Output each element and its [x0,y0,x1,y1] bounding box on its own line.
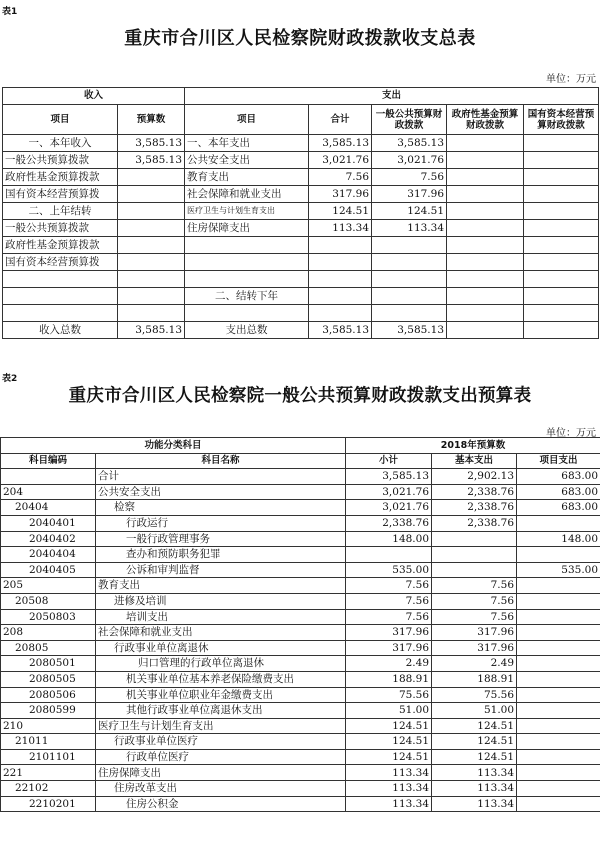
summary-row [3,254,599,271]
table-row [1,687,600,703]
general-budget-cell: 3,585.13 [372,135,447,152]
expense-item-cell: 医疗卫生与计划生育支出 [185,203,309,220]
table1-title: 重庆市合川区人民检察院财政拨款收支总表 [124,28,476,49]
name-cell: 行政事业单位离退休 [96,640,346,656]
table1-tag: 表1 [2,7,18,17]
code-cell: 2040405 [1,562,96,578]
income-budget-cell [118,288,185,305]
project-cell [517,578,600,594]
subtotal-cell: 113.34 [346,765,432,781]
project-cell [517,796,600,812]
expense-item-cell: 一、本年支出 [185,135,309,152]
fund-budget-cell [447,152,524,169]
summary-row [3,322,599,339]
income-item-cell: 国有资本经营预算拨 [3,186,118,203]
table-row [1,469,600,485]
table-row [1,781,600,797]
basic-cell: 317.96 [432,625,517,641]
subtotal-cell: 188.91 [346,671,432,687]
project-cell: 683.00 [517,500,600,516]
expense-item-cell [185,254,309,271]
project-cell [517,734,600,750]
func-class-header: 功能分类科目 [1,438,346,454]
general-budget-cell [372,254,447,271]
name-header: 科目名称 [96,453,346,469]
project-cell [517,625,600,641]
code-cell: 2101101 [1,749,96,765]
capital-budget-cell [524,203,599,220]
basic-cell: 51.00 [432,703,517,719]
income-budget-cell [118,220,185,237]
basic-cell: 188.91 [432,671,517,687]
code-cell: 21011 [1,734,96,750]
basic-cell: 113.34 [432,796,517,812]
code-cell: 2040402 [1,531,96,547]
income-budget-cell [118,305,185,322]
project-cell [517,765,600,781]
project-cell: 148.00 [517,531,600,547]
basic-cell: 124.51 [432,749,517,765]
expense-item-cell: 支出总数 [185,322,309,339]
expense-total-cell: 113.34 [309,220,372,237]
code-header: 科目编码 [1,453,96,469]
expense-total-cell [309,271,372,288]
project-cell [517,609,600,625]
capital-budget-cell [524,152,599,169]
basic-cell: 317.96 [432,640,517,656]
code-cell: 2080599 [1,703,96,719]
basic-cell: 7.56 [432,578,517,594]
code-cell: 2080506 [1,687,96,703]
subtotal-cell: 75.56 [346,687,432,703]
name-cell: 机关事业单位基本养老保险缴费支出 [96,671,346,687]
expense-item-header: 项目 [185,105,309,135]
summary-row [3,237,599,254]
subtotal-cell: 7.56 [346,609,432,625]
project-cell [517,656,600,672]
project-cell [517,547,600,563]
code-cell: 2050803 [1,609,96,625]
subtotal-cell: 124.51 [346,749,432,765]
summary-row [3,203,599,220]
table2-unit: 单位：万元 [546,428,596,439]
basic-cell: 124.51 [432,718,517,734]
income-budget-cell: 3,585.13 [118,322,185,339]
subtotal-cell: 3,021.76 [346,484,432,500]
subtotal-cell: 124.51 [346,734,432,750]
expense-item-cell: 公共安全支出 [185,152,309,169]
code-cell: 2040404 [1,547,96,563]
project-cell [517,640,600,656]
expense-total-cell: 3,021.76 [309,152,372,169]
expense-item-cell [185,305,309,322]
budget-summary-table [2,87,599,339]
subtotal-cell: 317.96 [346,640,432,656]
fund-budget-cell [447,322,524,339]
expense-item-cell: 社会保障和就业支出 [185,186,309,203]
income-budget-cell [118,237,185,254]
table-row [1,734,600,750]
income-budget-cell [118,254,185,271]
fund-budget-cell [447,203,524,220]
subtotal-cell: 317.96 [346,625,432,641]
summary-row [3,169,599,186]
code-cell: 20404 [1,500,96,516]
table-row [1,625,600,641]
capital-budget-cell [524,186,599,203]
summary-row [3,135,599,152]
general-budget-cell [372,305,447,322]
code-cell: 205 [1,578,96,594]
expense-total-cell: 3,585.13 [309,135,372,152]
capital-budget-cell [524,254,599,271]
name-cell: 公诉和审判监督 [96,562,346,578]
expense-total-header: 合计 [309,105,372,135]
basic-cell [432,562,517,578]
name-cell: 教育支出 [96,578,346,594]
summary-row [3,305,599,322]
expense-total-cell: 3,585.13 [309,322,372,339]
summary-row [3,152,599,169]
code-cell: 22102 [1,781,96,797]
name-cell: 住房改革支出 [96,781,346,797]
expense-header: 支出 [185,88,599,105]
project-cell [517,515,600,531]
general-budget-cell: 7.56 [372,169,447,186]
table2-tag: 表2 [2,374,18,384]
subtotal-cell: 2,338.76 [346,515,432,531]
subtotal-cell: 113.34 [346,796,432,812]
table2-title: 重庆市合川区人民检察院一般公共预算财政拨款支出预算表 [68,386,532,406]
subtotal-cell: 2.49 [346,656,432,672]
basic-cell: 2,338.76 [432,484,517,500]
name-cell: 机关事业单位职业年金缴费支出 [96,687,346,703]
income-item-cell: 国有资本经营预算拨 [3,254,118,271]
basic-cell: 75.56 [432,687,517,703]
project-cell [517,749,600,765]
fund-budget-header: 政府性基金预算财政拨款 [447,105,524,135]
expense-item-cell [185,271,309,288]
table1-unit: 单位：万元 [546,74,596,85]
income-budget-cell [118,271,185,288]
general-budget-cell [372,288,447,305]
table-row [1,547,600,563]
income-item-cell: 收入总数 [3,322,118,339]
capital-budget-cell [524,305,599,322]
table-row [1,703,600,719]
name-cell: 住房保障支出 [96,765,346,781]
capital-budget-header: 国有资本经营预算财政拨款 [524,105,599,135]
capital-budget-cell [524,237,599,254]
income-budget-cell [118,186,185,203]
income-budget-cell [118,169,185,186]
fund-budget-cell [447,169,524,186]
expense-total-cell [309,288,372,305]
capital-budget-cell [524,135,599,152]
income-budget-cell: 3,585.13 [118,135,185,152]
code-cell: 2040401 [1,515,96,531]
expense-total-cell [309,237,372,254]
project-cell [517,687,600,703]
name-cell: 医疗卫生与计划生育支出 [96,718,346,734]
income-budget-header: 预算数 [118,105,185,135]
income-item-cell: 政府性基金预算拨款 [3,237,118,254]
subtotal-cell: 7.56 [346,593,432,609]
subtotal-cell: 7.56 [346,578,432,594]
basic-cell: 113.34 [432,765,517,781]
summary-row [3,271,599,288]
basic-cell: 2,338.76 [432,500,517,516]
summary-row [3,288,599,305]
name-cell: 培训支出 [96,609,346,625]
project-cell [517,781,600,797]
subtotal-cell: 3,021.76 [346,500,432,516]
table-row [1,515,600,531]
code-cell: 2210201 [1,796,96,812]
income-item-cell [3,271,118,288]
code-cell: 204 [1,484,96,500]
capital-budget-cell [524,220,599,237]
capital-budget-cell [524,288,599,305]
subtotal-cell: 51.00 [346,703,432,719]
summary-row [3,220,599,237]
table-row [1,500,600,516]
name-cell: 查办和预防职务犯罪 [96,547,346,563]
table-row [1,718,600,734]
subtotal-cell: 124.51 [346,718,432,734]
income-item-cell: 一、本年收入 [3,135,118,152]
subtotal-cell: 535.00 [346,562,432,578]
subtotal-header: 小计 [346,453,432,469]
name-cell: 一般行政管理事务 [96,531,346,547]
general-budget-cell [372,237,447,254]
basic-cell: 124.51 [432,734,517,750]
name-cell: 行政运行 [96,515,346,531]
project-cell: 535.00 [517,562,600,578]
subtotal-cell [346,547,432,563]
income-item-header: 项目 [3,105,118,135]
name-cell: 行政单位医疗 [96,749,346,765]
code-cell: 20805 [1,640,96,656]
table-row [1,562,600,578]
general-budget-cell: 317.96 [372,186,447,203]
basic-cell: 2,338.76 [432,515,517,531]
general-budget-header: 一般公共预算财政拨款 [372,105,447,135]
project-cell [517,593,600,609]
expense-total-cell: 124.51 [309,203,372,220]
general-budget-cell: 3,585.13 [372,322,447,339]
name-cell: 归口管理的行政单位离退休 [96,656,346,672]
project-cell [517,718,600,734]
name-cell: 公共安全支出 [96,484,346,500]
basic-cell: 2.49 [432,656,517,672]
fund-budget-cell [447,288,524,305]
name-cell: 行政事业单位医疗 [96,734,346,750]
basic-header: 基本支出 [432,453,517,469]
income-item-cell [3,305,118,322]
expense-item-cell: 住房保障支出 [185,220,309,237]
income-budget-cell [118,203,185,220]
project-cell: 683.00 [517,484,600,500]
table-row [1,796,600,812]
code-cell: 2080501 [1,656,96,672]
expense-item-cell [185,237,309,254]
expense-total-cell: 317.96 [309,186,372,203]
general-budget-cell [372,271,447,288]
name-cell: 进修及培训 [96,593,346,609]
summary-row [3,186,599,203]
name-cell: 社会保障和就业支出 [96,625,346,641]
income-item-cell [3,288,118,305]
table-row [1,531,600,547]
table-row [1,593,600,609]
name-cell: 其他行政事业单位离退休支出 [96,703,346,719]
expenditure-budget-table [0,437,600,812]
year-budget-header: 2018年预算数 [346,438,600,454]
capital-budget-cell [524,322,599,339]
name-cell: 合计 [96,469,346,485]
general-budget-cell: 113.34 [372,220,447,237]
basic-cell: 7.56 [432,609,517,625]
subtotal-cell: 113.34 [346,781,432,797]
code-cell: 208 [1,625,96,641]
expense-total-cell [309,254,372,271]
project-cell: 683.00 [517,469,600,485]
code-cell: 20508 [1,593,96,609]
expense-total-cell [309,305,372,322]
income-header: 收入 [3,88,185,105]
project-header: 项目支出 [517,453,600,469]
table-row [1,765,600,781]
fund-budget-cell [447,135,524,152]
expense-total-cell: 7.56 [309,169,372,186]
expense-item-cell: 教育支出 [185,169,309,186]
table-row [1,749,600,765]
capital-budget-cell [524,271,599,288]
income-item-cell: 一般公共预算拨款 [3,220,118,237]
subtotal-cell: 3,585.13 [346,469,432,485]
name-cell: 检察 [96,500,346,516]
income-budget-cell: 3,585.13 [118,152,185,169]
table-row [1,671,600,687]
table-row [1,609,600,625]
fund-budget-cell [447,237,524,254]
code-cell: 221 [1,765,96,781]
basic-cell [432,531,517,547]
basic-cell: 2,902.13 [432,469,517,485]
basic-cell: 7.56 [432,593,517,609]
income-item-cell: 一般公共预算拨款 [3,152,118,169]
income-item-cell: 政府性基金预算拨款 [3,169,118,186]
income-item-cell: 二、上年结转 [3,203,118,220]
code-cell: 2080505 [1,671,96,687]
basic-cell [432,547,517,563]
fund-budget-cell [447,186,524,203]
capital-budget-cell [524,169,599,186]
expense-item-cell: 二、结转下年 [185,288,309,305]
subtotal-cell: 148.00 [346,531,432,547]
general-budget-cell: 3,021.76 [372,152,447,169]
table-row [1,578,600,594]
code-cell: 210 [1,718,96,734]
project-cell [517,703,600,719]
fund-budget-cell [447,220,524,237]
table-row [1,656,600,672]
basic-cell: 113.34 [432,781,517,797]
general-budget-cell: 124.51 [372,203,447,220]
project-cell [517,671,600,687]
fund-budget-cell [447,271,524,288]
fund-budget-cell [447,254,524,271]
fund-budget-cell [447,305,524,322]
code-cell [1,469,96,485]
table-row [1,640,600,656]
table-row [1,484,600,500]
name-cell: 住房公积金 [96,796,346,812]
